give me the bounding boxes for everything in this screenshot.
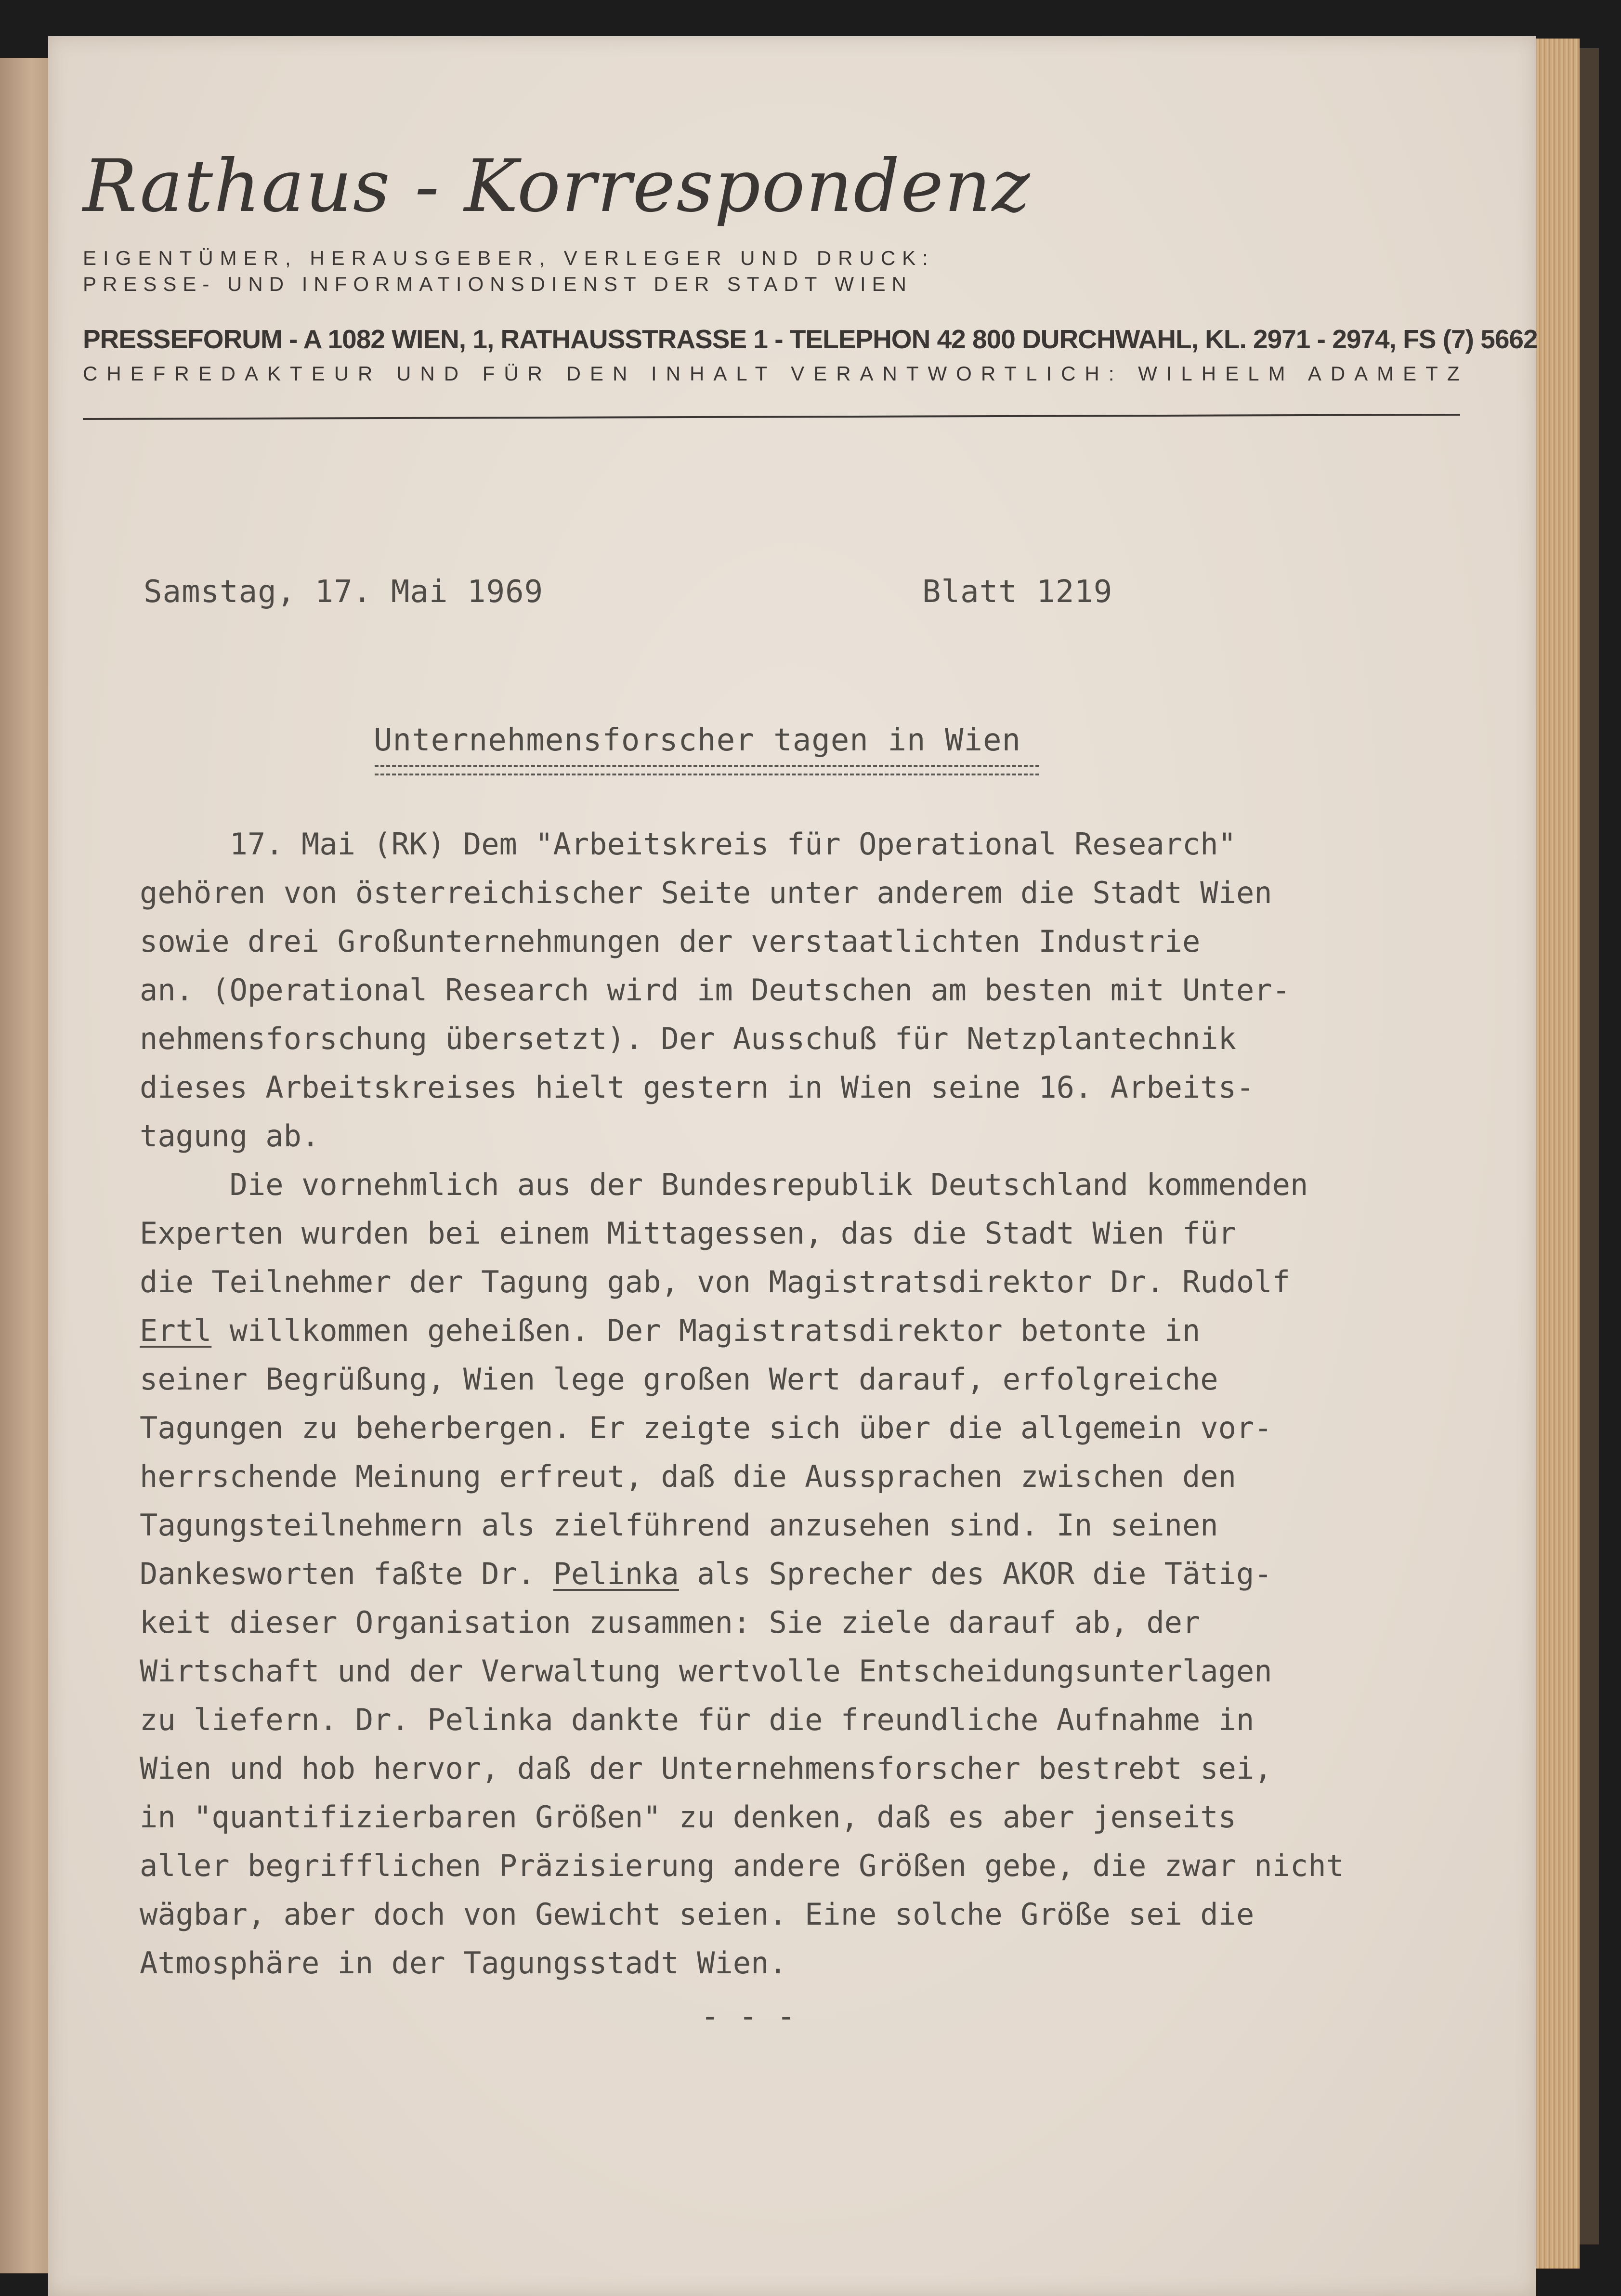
masthead-title: Rathaus - Korrespondenz [83,144,1031,228]
body-line: Experten wurden bei einem Mittagessen, das die Stadt Wien für [140,1216,1236,1251]
title-underline [375,765,1039,775]
body-line: 17. Mai (RK) Dem "Arbeitskreis für Operational Research" [140,827,1236,862]
dateline: Samstag, 17. Mai 1969 [144,574,544,610]
page-stack-edge [1536,39,1580,2269]
body-line: herrschende Meinung erfreut, daß die Aussprachen zwischen den [140,1459,1236,1494]
publisher-line-2: PRESSE- UND INFORMATIONSDIENST DER STADT WIEN [83,273,913,295]
body-line: an. (Operational Research wird im Deutschen am besten mit Unter- [140,972,1290,1008]
address-line: PRESSEFORUM - A 1082 WIEN, 1, RATHAUSSTRASSE 1 - TELEPHON 42 800 DURCHWAHL, KL. 2971 - 2974, FS (7) 5662 [83,324,1538,354]
binding-edge [1580,48,1599,2244]
publisher-line: EIGENTÜMER, HERAUSGEBER, VERLEGER UND DRUCK: [83,247,935,269]
editor-line: CHEFREDAKTEUR UND FÜR DEN INHALT VERANTWORTLICH: WILHELM ADAMETZ [83,362,1469,385]
body-line: wägbar, aber doch von Gewicht seien. Eine solche Größe sei die [140,1897,1255,1932]
body-line [140,1306,1459,1355]
body-line: Atmosphäre in der Tagungsstadt Wien. [140,1945,787,1981]
name-pelinka: Pelinka [553,1556,679,1591]
body-text: willkommen geheißen. Der Magistratsdirektor betonte in [211,1313,1201,1348]
body-line: Tagungen zu beherbergen. Er zeigte sich über die allgemein vor- [140,1410,1272,1445]
body-line: seiner Begrüßung, Wien lege großen Wert darauf, erfolgreiche [140,1362,1218,1397]
body-line: keit dieser Organisation zusammen: Sie ziele darauf ab, der [140,1605,1201,1640]
body-line: Die vornehmlich aus der Bundesrepublik Deutschland kommenden [140,1167,1308,1202]
body-line: Wirtschaft und der Verwaltung wertvolle Entscheidungsunterlagen [140,1653,1272,1689]
body-line: sowie drei Großunternehmungen der verstaatlichten Industrie [140,924,1201,959]
article-title: Unternehmensforscher tagen in Wien [374,722,1021,758]
article-body [140,820,1459,1987]
body-line: gehören von österreichischer Seite unter anderem die Stadt Wien [140,875,1272,910]
adjacent-page-edge [0,58,52,2273]
end-mark: - - - [701,1999,796,2034]
body-line: nehmensforschung übersetzt). Der Ausschuß für Netzplantechnik [140,1021,1236,1056]
name-ertl: Ertl [140,1313,212,1348]
sheet-number: Blatt 1219 [922,574,1113,610]
body-line: in "quantifizierbaren Größen" zu denken, daß es aber jenseits [140,1799,1236,1835]
body-line: dieses Arbeitskreises hielt gestern in Wien seine 16. Arbeits- [140,1070,1255,1105]
body-line: tagung ab. [140,1118,320,1154]
body-line [140,1549,1459,1598]
body-text: als Sprecher des AKOR die Tätig- [679,1556,1272,1591]
body-line: Tagungsteilnehmern als zielführend anzusehen sind. In seinen [140,1508,1218,1543]
body-line: zu liefern. Dr. Pelinka dankte für die freundliche Aufnahme in [140,1702,1255,1737]
body-line: die Teilnehmer der Tagung gab, von Magistratsdirektor Dr. Rudolf [140,1264,1290,1299]
body-line: aller begrifflichen Präzisierung andere Größen gebe, die zwar nicht [140,1848,1344,1883]
body-text: Dankesworten faßte Dr. [140,1556,553,1591]
body-line: Wien und hob hervor, daß der Unternehmensforscher bestrebt sei, [140,1751,1272,1786]
